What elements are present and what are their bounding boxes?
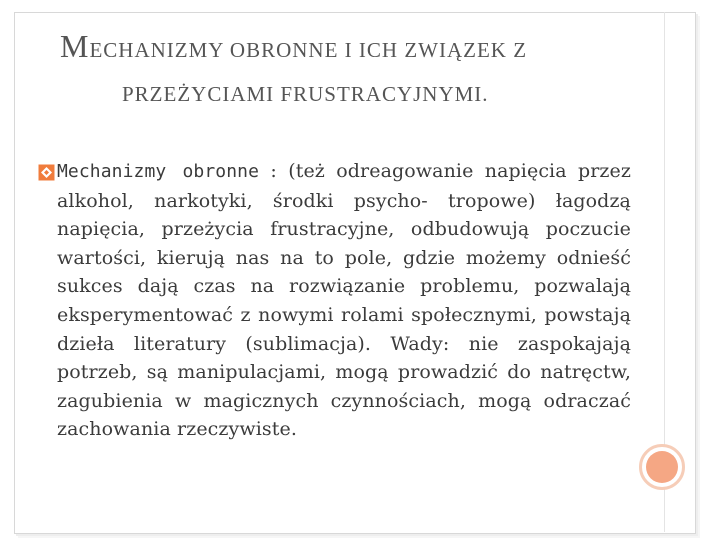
title-initial: M [60,28,90,64]
title-line-1 [60,28,527,65]
bullet-lead-term: Mechanizmy obronne [57,161,260,182]
bullet-body-text: : (też odreagowanie napięcia przez alkohol, narkotyki, środki psycho- tropowe) łagodzą napięcia, przeżycia frustracyjne, odbudowują poczucie wartości, kierują nas na to pole, gdzie możemy odnieść sukces dają czas na rozwiązanie problemu, pozwalają eksperymentować z nowymi rolami społecznymi, powstają dzieła literatury (sublimacja). Wady: nie zaspokajają potrzeb, są manipulacjami, mogą prowadzić do natręctw, zagubienia w magicznych czynnościach, mogą odraczać zachowania rzeczywiste. [57,160,631,441]
diamond-bullet-icon [38,164,55,181]
title-line-2: PRZEŻYCIAMI FRUSTRACYJNYMI. [122,82,489,106]
decorative-circle [639,444,685,490]
bullet-paragraph [57,157,631,444]
title-line-1-text: ECHANIZMY OBRONNE I ICH ZWIĄZEK Z [89,38,528,62]
